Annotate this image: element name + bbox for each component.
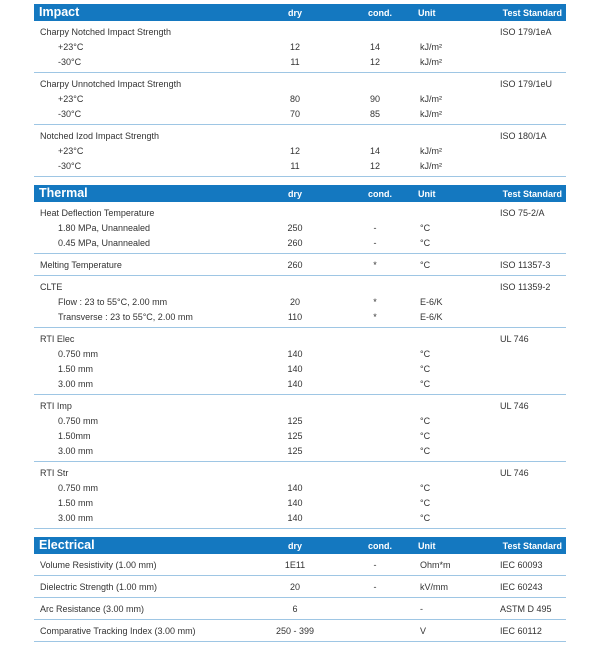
unit-value: °C <box>420 513 431 523</box>
property-label: RTI Elec <box>40 334 75 344</box>
column-header-unit: Unit <box>418 189 436 199</box>
unit-value: kJ/m² <box>420 42 442 52</box>
cond-value: 12 <box>369 161 380 171</box>
unit-value: - <box>420 604 423 614</box>
property-label: Transverse : 23 to 55°C, 2.00 mm <box>58 312 193 322</box>
table-row <box>34 206 566 221</box>
test-standard: ASTM D 495 <box>500 604 552 614</box>
section-electrical <box>34 537 566 642</box>
test-standard: ISO 179/1eA <box>500 27 552 37</box>
property-label: 3.00 mm <box>58 379 94 389</box>
property-label: CLTE <box>40 282 63 292</box>
dry-value: 6 <box>292 604 298 614</box>
property-label: Charpy Unnotched Impact Strength <box>40 79 182 89</box>
column-header-unit: Unit <box>418 8 436 18</box>
cond-value: * <box>373 260 377 270</box>
table-row <box>34 429 566 444</box>
property-label: -30°C <box>58 161 82 171</box>
column-header-standard: Test Standard <box>502 541 562 551</box>
unit-value: Ohm*m <box>420 560 451 570</box>
property-group <box>34 202 566 254</box>
test-standard: ISO 11359-2 <box>500 282 551 292</box>
table-row <box>34 236 566 251</box>
property-group <box>34 576 566 598</box>
dry-value: 70 <box>289 109 300 119</box>
unit-value: kJ/m² <box>420 57 442 67</box>
section-header <box>34 4 566 21</box>
table-row <box>34 295 566 310</box>
table-row <box>34 221 566 236</box>
cond-value: - <box>373 223 377 233</box>
dry-value: 20 <box>289 297 300 307</box>
property-label: RTI Imp <box>40 401 72 411</box>
property-label: Charpy Notched Impact Strength <box>40 27 172 37</box>
property-group <box>34 620 566 642</box>
property-label: Notched Izod Impact Strength <box>40 131 160 141</box>
section-impact <box>34 4 566 177</box>
table-row <box>34 280 566 295</box>
column-header-unit: Unit <box>418 541 436 551</box>
section-header <box>34 185 566 202</box>
table-row <box>34 92 566 107</box>
unit-value: °C <box>420 498 431 508</box>
dry-value: 80 <box>289 94 300 104</box>
property-label: Melting Temperature <box>40 260 122 270</box>
table-row <box>34 399 566 414</box>
table-row <box>34 129 566 144</box>
property-label: 3.00 mm <box>58 446 94 456</box>
property-group <box>34 554 566 576</box>
unit-value: °C <box>420 223 431 233</box>
dry-value: 140 <box>287 513 303 523</box>
column-header-cond: cond. <box>368 541 392 551</box>
section-title: Impact <box>39 5 80 19</box>
unit-value: °C <box>420 379 431 389</box>
dry-value: 140 <box>287 483 303 493</box>
table-row <box>34 496 566 511</box>
dry-value: 250 - 399 <box>275 626 315 636</box>
column-header-standard: Test Standard <box>502 189 562 199</box>
unit-value: kJ/m² <box>420 161 442 171</box>
table-row <box>34 40 566 55</box>
table-row <box>34 310 566 325</box>
property-group <box>34 73 566 125</box>
unit-value: °C <box>420 431 431 441</box>
section-title: Thermal <box>39 186 88 200</box>
table-row <box>34 558 566 573</box>
test-standard: UL 746 <box>500 334 529 344</box>
column-header-dry: dry <box>287 189 302 199</box>
property-label: Dielectric Strength (1.00 mm) <box>40 582 158 592</box>
cond-value: 14 <box>369 42 380 52</box>
property-label: Volume Resistivity (1.00 mm) <box>40 560 157 570</box>
dry-value: 11 <box>290 57 300 67</box>
property-group <box>34 462 566 529</box>
cond-value: 12 <box>369 57 380 67</box>
property-label: 0.750 mm <box>58 349 99 359</box>
unit-value: kV/mm <box>420 582 448 592</box>
table-row <box>34 580 566 595</box>
dry-value: 140 <box>287 364 303 374</box>
dry-value: 125 <box>287 446 303 456</box>
property-label: 1.50 mm <box>58 364 94 374</box>
dry-value: 1E11 <box>284 560 306 570</box>
unit-value: E-6/K <box>420 312 443 322</box>
unit-value: °C <box>420 260 431 270</box>
cond-value: * <box>373 297 377 307</box>
section-title: Electrical <box>39 538 95 552</box>
dry-value: 125 <box>287 431 303 441</box>
dry-value: 140 <box>287 349 303 359</box>
property-label: Comparative Tracking Index (3.00 mm) <box>40 626 196 636</box>
property-group <box>34 125 566 177</box>
property-label: 1.80 MPa, Unannealed <box>58 223 151 233</box>
dry-value: 250 <box>287 223 303 233</box>
table-row <box>34 362 566 377</box>
unit-value: °C <box>420 349 431 359</box>
table-row <box>34 511 566 526</box>
cond-value: - <box>373 560 377 570</box>
test-standard: IEC 60243 <box>500 582 543 592</box>
dry-value: 125 <box>287 416 303 426</box>
property-label: 0.45 MPa, Unannealed <box>58 238 151 248</box>
cond-value: 85 <box>369 109 380 119</box>
test-standard: IEC 60093 <box>500 560 543 570</box>
property-label: +23°C <box>58 146 84 156</box>
property-label: 1.50mm <box>58 431 91 441</box>
property-group <box>34 276 566 328</box>
test-standard: ISO 179/1eU <box>500 79 553 89</box>
table-row <box>34 332 566 347</box>
dry-value: 140 <box>287 498 303 508</box>
dry-value: 260 <box>287 238 303 248</box>
section-header <box>34 537 566 554</box>
property-label: +23°C <box>58 42 84 52</box>
property-label: RTI Str <box>40 468 69 478</box>
table-row <box>34 444 566 459</box>
dry-value: 11 <box>290 161 300 171</box>
test-standard: UL 746 <box>500 401 529 411</box>
property-group <box>34 21 566 73</box>
property-label: Heat Deflection Temperature <box>40 208 155 218</box>
property-label: Flow : 23 to 55°C, 2.00 mm <box>58 297 168 307</box>
cond-value: * <box>373 312 377 322</box>
dry-value: 260 <box>287 260 303 270</box>
dry-value: 110 <box>287 312 303 322</box>
table-row <box>34 602 566 617</box>
column-header-cond: cond. <box>368 8 392 18</box>
property-label: 0.750 mm <box>58 416 99 426</box>
datasheet <box>34 4 566 650</box>
table-row <box>34 466 566 481</box>
unit-value: °C <box>420 364 431 374</box>
table-row <box>34 25 566 40</box>
unit-value: kJ/m² <box>420 94 442 104</box>
cond-value: 14 <box>369 146 380 156</box>
cond-value: 90 <box>369 94 380 104</box>
unit-value: °C <box>420 446 431 456</box>
test-standard: ISO 75-2/A <box>500 208 545 218</box>
property-label: 1.50 mm <box>58 498 94 508</box>
cond-value: - <box>373 238 377 248</box>
test-standard: ISO 180/1A <box>500 131 547 141</box>
table-row <box>34 377 566 392</box>
dry-value: 12 <box>289 146 300 156</box>
test-standard: IEC 60112 <box>500 626 542 636</box>
table-row <box>34 258 566 273</box>
table-row <box>34 624 566 639</box>
property-group <box>34 395 566 462</box>
property-label: Arc Resistance (3.00 mm) <box>40 604 145 614</box>
property-group <box>34 328 566 395</box>
table-row <box>34 107 566 122</box>
column-header-dry: dry <box>287 8 302 18</box>
column-header-standard: Test Standard <box>502 8 562 18</box>
cond-value: - <box>373 582 377 592</box>
test-standard: ISO 11357-3 <box>500 260 551 270</box>
unit-value: kJ/m² <box>420 109 442 119</box>
dry-value: 12 <box>289 42 300 52</box>
table-row <box>34 159 566 174</box>
table-row <box>34 77 566 92</box>
table-row <box>34 347 566 362</box>
table-row <box>34 55 566 70</box>
property-label: -30°C <box>58 57 82 67</box>
property-group <box>34 254 566 276</box>
table-row <box>34 414 566 429</box>
table-row <box>34 144 566 159</box>
property-label: 3.00 mm <box>58 513 94 523</box>
dry-value: 140 <box>287 379 303 389</box>
unit-value: °C <box>420 238 431 248</box>
unit-value: °C <box>420 483 431 493</box>
dry-value: 20 <box>289 582 300 592</box>
unit-value: V <box>420 626 427 636</box>
unit-value: °C <box>420 416 431 426</box>
column-header-cond: cond. <box>368 189 392 199</box>
section-thermal <box>34 185 566 529</box>
property-label: -30°C <box>58 109 82 119</box>
table-row <box>34 481 566 496</box>
column-header-dry: dry <box>287 541 302 551</box>
property-label: 0.750 mm <box>58 483 99 493</box>
property-group <box>34 598 566 620</box>
test-standard: UL 746 <box>500 468 529 478</box>
unit-value: E-6/K <box>420 297 443 307</box>
unit-value: kJ/m² <box>420 146 442 156</box>
property-label: +23°C <box>58 94 84 104</box>
